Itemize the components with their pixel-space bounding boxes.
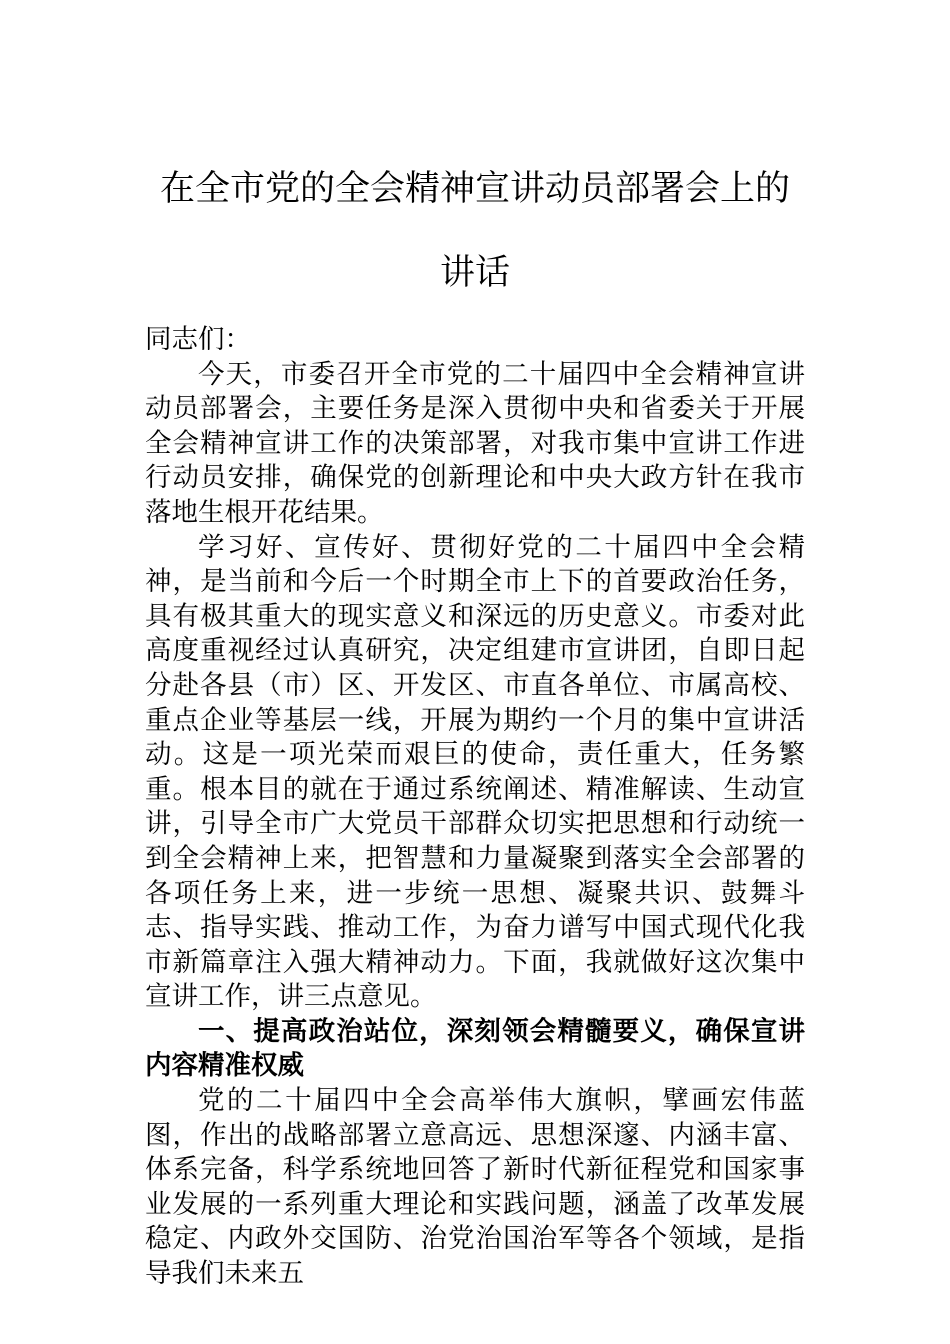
section-heading: 一、提高政治站位，深刻领会精髓要义，确保宣讲内容精准权威 xyxy=(145,1015,805,1082)
document-title: 在全市党的全会精神宣讲动员部署会上的讲话 xyxy=(159,169,790,293)
section-paragraph: 党的二十届四中全会高举伟大旗帜，擘画宏伟蓝图，作出的战略部署立意高远、思想深邃、内涵丰富、体系完备，科学系统地回答了新时代新征程党和国家事业发展的一系列重大理论和实践问题，涵盖了改革发展稳定、内政外交国防、治党治国治军等各个领域，是指导我们未来五 xyxy=(145,1085,805,1290)
salutation: 同志们： xyxy=(145,324,251,355)
document-body xyxy=(145,323,805,1292)
paragraph-significance: 学习好、宣传好、贯彻好党的二十届四中全会精神，是当前和今后一个时期全市上下的首要政治任务，具有极其重大的现实意义和深远的历史意义。市委对此高度重视经过认真研究，决定组建市宣讲团，自即日起分赴各县（市）区、开发区、市直各单位、市属高校、重点企业等基层一线，开展为期约一个月的集中宣讲活动。这是一项光荣而艰巨的使命，责任重大，任务繁重。根本目的就在于通过系统阐述、精准解读、生动宣讲，引导全市广大党员干部群众切实把思想和行动统一到全会精神上来，把智慧和力量凝聚到落实全会部署的各项任务上来，进一步统一思想、凝聚共识、鼓舞斗志、指导实践、推动工作，为奋力谱写中国式现代化我市新篇章注入强大精神动力。下面，我就做好这次集中宣讲工作，讲三点意见。 xyxy=(145,531,805,1013)
paragraph-intro: 今天，市委召开全市党的二十届四中全会精神宣讲动员部署会，主要任务是深入贯彻中央和省委关于开展全会精神宣讲工作的决策部署，对我市集中宣讲工作进行动员安排，确保党的创新理论和中央大政方针在我市落地生根开花结果。 xyxy=(145,358,805,528)
